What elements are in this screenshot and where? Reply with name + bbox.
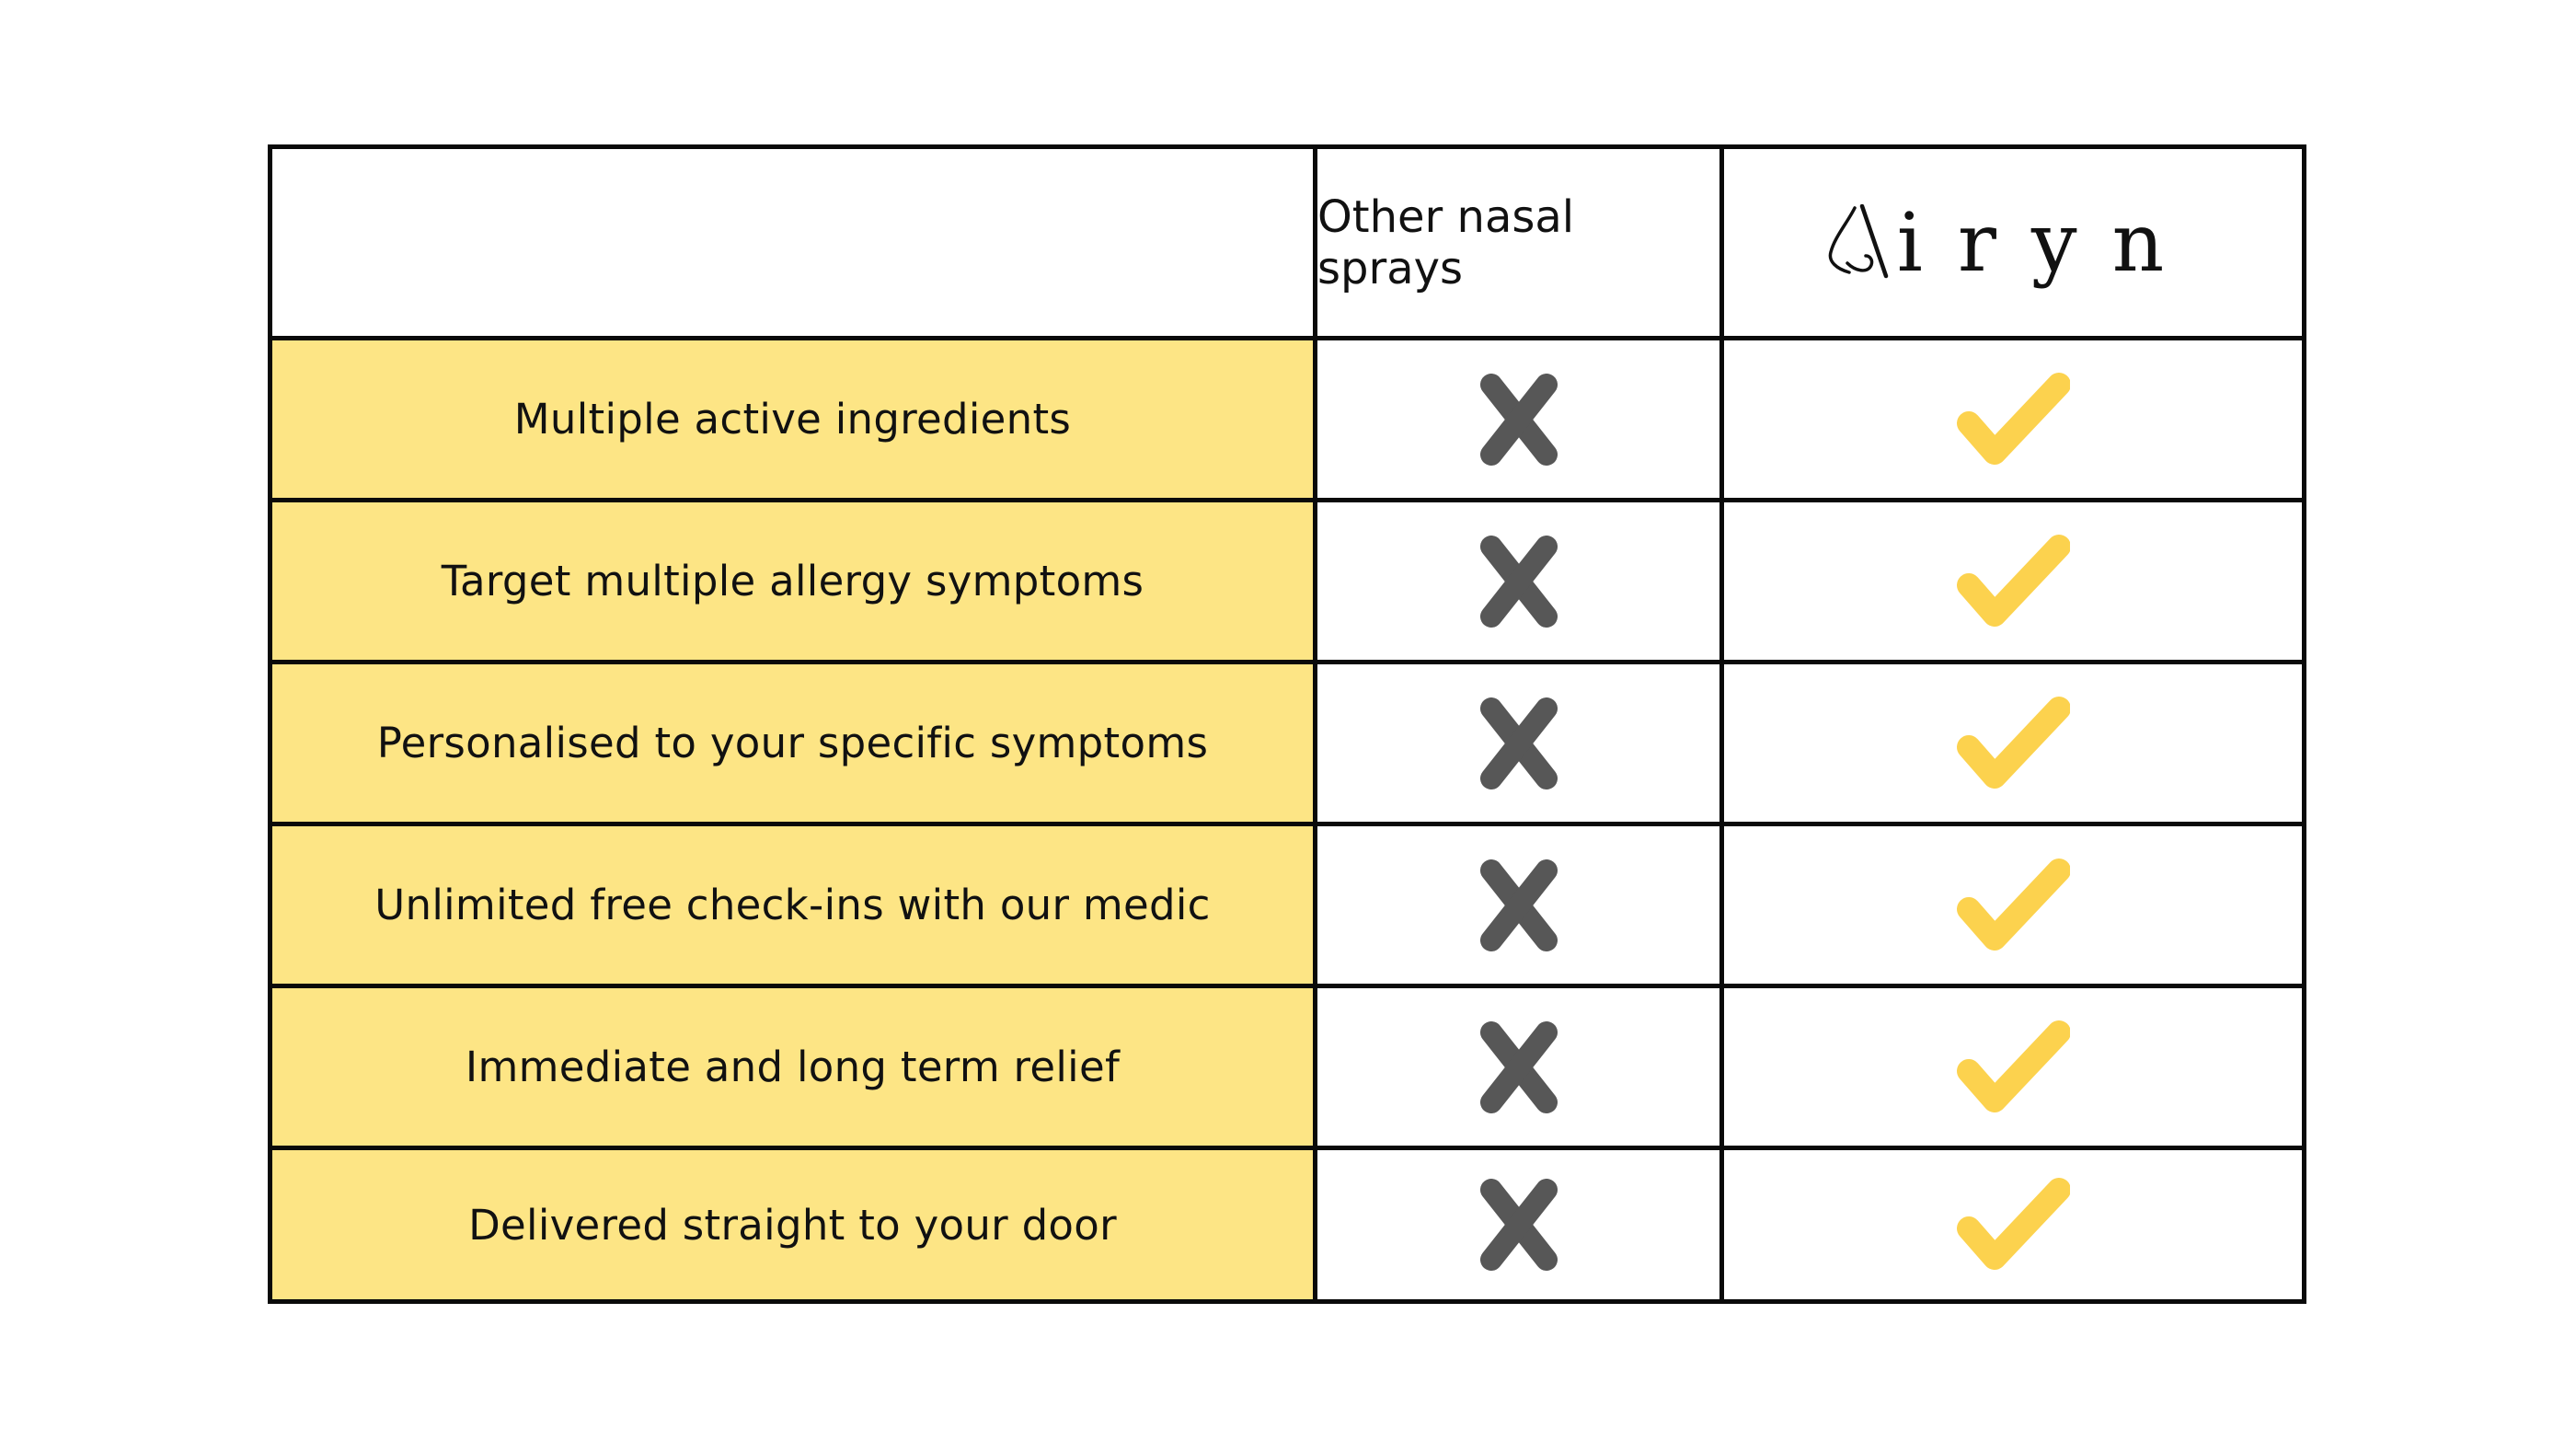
check-icon [1956, 1177, 2070, 1273]
cross-icon [1480, 859, 1558, 951]
table-header-row [272, 149, 2302, 340]
comparison-table [268, 144, 2306, 1304]
cross-icon [1480, 1179, 1558, 1271]
feature-label: Immediate and long term relief [465, 1043, 1121, 1091]
cross-icon [1480, 1021, 1558, 1113]
table-row [272, 988, 2302, 1150]
header-brand-cell [1724, 149, 2302, 336]
brand-cell [1724, 826, 2302, 984]
brand-cell [1724, 988, 2302, 1146]
feature-label: Multiple active ingredients [513, 395, 1072, 444]
competitor-cell [1317, 988, 1724, 1146]
brand-cell [1724, 502, 2302, 660]
feature-cell [272, 340, 1317, 498]
cross-icon [1480, 374, 1558, 466]
feature-cell [272, 988, 1317, 1146]
table-row [272, 502, 2302, 664]
brand-name: iryn [1896, 194, 2200, 290]
feature-label: Delivered straight to your door [468, 1200, 1117, 1250]
check-icon [1956, 696, 2070, 791]
feature-cell [272, 1150, 1317, 1299]
table-row [272, 826, 2302, 988]
cross-icon [1480, 536, 1558, 628]
check-icon [1956, 858, 2070, 953]
feature-label: Personalised to your specific symptoms [376, 719, 1209, 767]
table-row [272, 1150, 2302, 1299]
table-row [272, 664, 2302, 826]
header-competitor-cell [1317, 149, 1724, 336]
brand-logo [1827, 194, 2200, 290]
competitor-cell [1317, 826, 1724, 984]
competitor-cell [1317, 1150, 1724, 1299]
brand-cell [1724, 340, 2302, 498]
competitor-cell [1317, 664, 1724, 822]
check-icon [1956, 534, 2070, 629]
brand-cell [1724, 664, 2302, 822]
cross-icon [1480, 697, 1558, 789]
feature-label: Unlimited free check-ins with our medic [374, 881, 1211, 929]
header-empty-cell [272, 149, 1317, 336]
feature-label: Target multiple allergy symptoms [441, 557, 1144, 605]
competitor-cell [1317, 340, 1724, 498]
feature-cell [272, 664, 1317, 822]
brand-cell [1724, 1150, 2302, 1299]
check-icon [1956, 372, 2070, 467]
check-icon [1956, 1020, 2070, 1115]
nose-icon [1827, 204, 1892, 280]
feature-cell [272, 826, 1317, 984]
feature-cell [272, 502, 1317, 660]
competitor-cell [1317, 502, 1724, 660]
competitor-label: Other nasal sprays [1317, 190, 1575, 294]
table-row [272, 340, 2302, 502]
